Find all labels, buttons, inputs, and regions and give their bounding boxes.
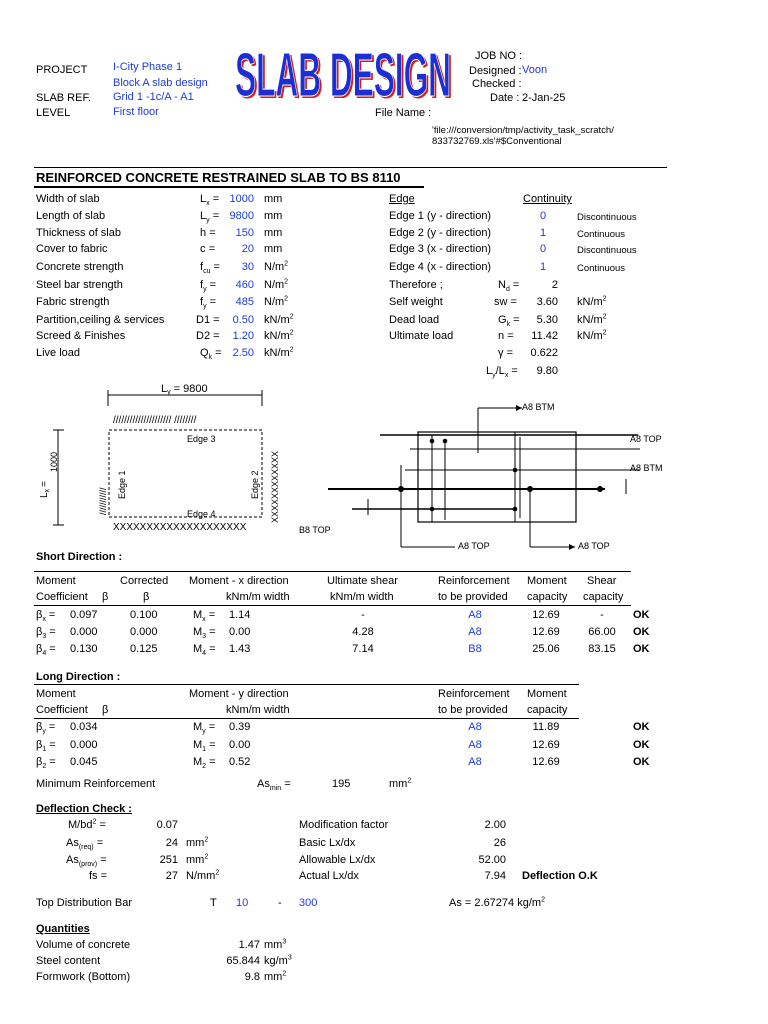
designed-value: Voon — [522, 64, 548, 76]
input-label: Thickness of slab — [36, 227, 121, 239]
hatch-top: ///////////////////// //////// — [113, 415, 197, 426]
input-label: Concrete strength — [36, 261, 124, 273]
short-header: Reinforcement — [438, 575, 510, 587]
moment-value: 1.14 — [229, 609, 251, 621]
short-header: Ultimate shear — [327, 575, 398, 587]
long-header: β — [102, 704, 109, 716]
input-symbol: $f_{cu}$ = — [200, 261, 220, 276]
short-header: Corrected — [120, 575, 169, 587]
svg-text:SLAB DESIGN: SLAB DESIGN — [237, 43, 453, 104]
short-header: Coefficient — [36, 591, 88, 603]
quantity-value: 9.8 — [244, 971, 260, 983]
coef-value: 0.097 — [70, 609, 98, 621]
job-no-label: JOB NO : — [475, 50, 523, 62]
slab-ref-value: Grid 1 -1c/A - A1 — [113, 91, 194, 103]
derived-unit: $kN/m^2$ — [577, 329, 607, 342]
input-symbol: $L_y$ = — [200, 210, 220, 225]
top-dist-dia: 10 — [236, 897, 249, 909]
deflection-value: 27 — [165, 870, 178, 882]
ok-status: OK — [633, 739, 650, 751]
edge-row-name: Edge 1 (y - direction) — [389, 210, 492, 222]
long-header: Reinforcement — [438, 688, 510, 700]
ly-label: Ly = 9800 — [161, 383, 208, 396]
quantity-label: Volume of concrete — [36, 939, 131, 951]
continuity-header: Continuity — [523, 193, 572, 205]
deflection-param-value: 26 — [493, 837, 506, 849]
moment-symbol: $M_3$ = — [193, 626, 216, 641]
coef-value: 0.000 — [70, 626, 98, 638]
date-label: Date : — [490, 92, 520, 104]
level-label: LEVEL — [36, 107, 71, 119]
ok-status: OK — [633, 609, 650, 621]
lx-label: $L_x=$ — [39, 481, 51, 498]
deflection-title: Deflection Check : — [36, 803, 132, 815]
moment-symbol: $M_y$ = — [193, 721, 216, 736]
section-divider — [34, 167, 667, 168]
a8-btm-top-label: A8 BTM — [522, 402, 555, 412]
derived-label: Ultimate load — [389, 330, 454, 342]
slab-design-title — [232, 40, 454, 104]
deflection-label: fs = — [89, 870, 108, 882]
shear-value: 4.28 — [352, 626, 374, 638]
moment-capacity: 12.69 — [532, 609, 560, 621]
top-dist-spacing: 300 — [299, 897, 318, 909]
derived-value: 9.80 — [536, 365, 558, 377]
moment-symbol: $M_2$ = — [193, 756, 216, 771]
input-value: 2.50 — [232, 347, 254, 359]
long-table-header-line — [34, 718, 579, 719]
ok-status: OK — [633, 756, 650, 768]
deflection-label: $M/bd^2$ = — [68, 818, 106, 831]
edge4-label: Edge 4 — [187, 509, 216, 519]
deflection-label: $As_{(req)}$ = — [66, 837, 104, 852]
moment-value: 1.43 — [229, 643, 251, 655]
input-value: 9800 — [229, 210, 254, 222]
hatch-bottom: XXXXXXXXXXXXXXXXXXXX — [113, 522, 247, 533]
quantity-unit: $mm^2$ — [264, 970, 287, 983]
short-header: kNm/m width — [226, 591, 290, 603]
input-value: 1000 — [229, 193, 254, 205]
input-unit: $kN/m^2$ — [264, 346, 294, 359]
svg-text:SLAB DESIGN: SLAB DESIGN — [235, 41, 451, 104]
input-value: 20 — [241, 243, 254, 255]
derived-value: 5.30 — [536, 314, 558, 326]
moment-value: 0.52 — [229, 756, 251, 768]
reinforcement-value: A8 — [468, 739, 482, 751]
coef-symbol: $\beta_4$ = — [36, 643, 56, 658]
input-unit: mm — [264, 227, 283, 239]
deflection-param-value: 52.00 — [478, 854, 506, 866]
moment-capacity: 11.89 — [532, 721, 560, 733]
quantity-value: 65.844 — [226, 955, 260, 967]
short-header: to be provided — [438, 591, 508, 603]
input-symbol: $f_y$ = — [200, 279, 217, 294]
quantities-title: Quantities — [36, 923, 90, 935]
min-reinf-value: 195 — [332, 778, 351, 790]
derived-symbol: $G_k$ = — [498, 314, 520, 329]
short-header: β — [143, 591, 150, 603]
deflection-result: Deflection O.K — [522, 870, 598, 882]
moment-value: 0.00 — [229, 626, 251, 638]
ok-status: OK — [633, 626, 650, 638]
input-unit: mm — [264, 193, 283, 205]
moment-symbol: $M_4$ = — [193, 643, 216, 658]
b8-top-label: B8 TOP — [299, 525, 331, 535]
project-line1: I-City Phase 1 — [113, 61, 183, 73]
short-header: Moment - x direction — [189, 575, 289, 587]
moment-capacity: 12.69 — [532, 756, 560, 768]
reinforcement-value: B8 — [468, 643, 482, 655]
short-header: Shear — [587, 575, 617, 587]
ok-status: OK — [633, 721, 650, 733]
deflection-param-label: Modification factor — [299, 819, 389, 831]
input-symbol: $f_y$ = — [200, 296, 217, 311]
input-label: Fabric strength — [36, 296, 110, 308]
derived-symbol: sw = — [494, 296, 517, 308]
short-header: capacity — [583, 591, 624, 603]
derived-label: Dead load — [389, 314, 440, 326]
input-label: Width of slab — [36, 193, 100, 205]
derived-symbol: $L_y/L_x$ = — [486, 365, 518, 380]
input-label: Length of slab — [36, 210, 106, 222]
corrected-coef: 0.125 — [130, 643, 158, 655]
slab-ref-label: SLAB REF. — [36, 92, 92, 104]
designed-label: Designed : — [469, 65, 522, 77]
coef-value: 0.034 — [70, 721, 98, 733]
short-header: β — [102, 591, 109, 603]
input-label: Partition,ceiling & services — [36, 314, 165, 326]
moment-value: 0.00 — [229, 739, 251, 751]
project-label: PROJECT — [36, 64, 88, 76]
edge-row-name: Edge 4 (x - direction) — [389, 261, 492, 273]
input-label: Live load — [36, 347, 81, 359]
input-symbol: D2 = — [196, 330, 220, 342]
edge-row-desc: Continuous — [577, 263, 626, 274]
input-value: 1.20 — [232, 330, 254, 342]
long-header: kNm/m width — [226, 704, 290, 716]
moment-capacity: 12.69 — [532, 739, 560, 751]
top-dist-t: T — [210, 897, 217, 909]
input-value: 0.50 — [232, 314, 254, 326]
long-table-top-line — [34, 684, 579, 685]
short-direction-title: Short Direction : — [36, 551, 123, 563]
checked-label: Checked : — [472, 78, 522, 90]
derived-unit: $kN/m^2$ — [577, 295, 607, 308]
section-title-underline — [34, 186, 424, 188]
deflection-value: 24 — [165, 837, 178, 849]
level-value: First floor — [113, 106, 159, 118]
coef-symbol: $\beta_3$ = — [36, 626, 56, 641]
top-dist-label: Top Distribution Bar — [36, 897, 132, 909]
project-line2: Block A slab design — [113, 77, 208, 89]
derived-label: Self weight — [389, 296, 443, 308]
reinforcement-value: A8 — [468, 756, 482, 768]
edge-row-value: 1 — [539, 227, 547, 239]
edge-header: Edge — [389, 193, 415, 205]
input-label: Screed & Finishes — [36, 330, 126, 342]
edge-row-name: Edge 3 (x - direction) — [389, 243, 492, 255]
min-reinf-label: Minimum Reinforcement — [36, 778, 156, 790]
derived-value: 0.622 — [530, 347, 558, 359]
file-name-label: File Name : — [375, 107, 432, 119]
long-header: Moment — [36, 688, 76, 700]
derived-value: 2 — [551, 279, 558, 291]
deflection-param-label: Actual Lx/dx — [299, 870, 359, 882]
quantity-unit: $mm^3$ — [264, 938, 287, 951]
input-value: 30 — [241, 261, 254, 273]
slab-diagram — [0, 375, 768, 555]
deflection-label: $As_{(prov)}$ = — [66, 854, 107, 869]
coef-symbol: $\beta_x$ = — [36, 609, 56, 624]
edge2-label: Edge 2 — [250, 470, 260, 499]
long-direction-title: Long Direction : — [36, 671, 121, 683]
input-label: Steel bar strength — [36, 279, 123, 291]
short-header: Moment — [527, 575, 567, 587]
deflection-value: 251 — [159, 854, 178, 866]
quantity-label: Steel content — [36, 955, 101, 967]
coef-value: 0.000 — [70, 739, 98, 751]
shear-value: 7.14 — [352, 643, 374, 655]
a8-top-bottom-label-1: A8 TOP — [458, 541, 490, 551]
deflection-param-value: 2.00 — [484, 819, 506, 831]
ok-status: OK — [633, 643, 650, 655]
shear-capacity: 83.15 — [588, 643, 616, 655]
edge-row-desc: Discontinuous — [577, 245, 637, 256]
derived-symbol: $N_d$ = — [498, 279, 520, 294]
input-unit: $N/m^2$ — [264, 260, 289, 273]
edge-row-name: Edge 2 (y - direction) — [389, 227, 492, 239]
input-label: Cover to fabric — [36, 243, 108, 255]
input-symbol: D1 = — [196, 314, 220, 326]
date-value: 2-Jan-25 — [522, 92, 566, 104]
file-path-line2: 833732769.xls'#$Conventional — [432, 136, 562, 147]
a8-top-right-label: A8 TOP — [630, 434, 662, 444]
reinforcement-value: A8 — [468, 609, 482, 621]
derived-symbol: γ = — [498, 347, 513, 359]
reinforcement-value: A8 — [468, 721, 482, 733]
a8-top-bottom-label-2: A8 TOP — [578, 541, 610, 551]
input-unit: $N/m^2$ — [264, 295, 289, 308]
moment-symbol: $M_x$ = — [193, 609, 216, 624]
deflection-value: 0.07 — [156, 819, 178, 831]
file-path-line1: 'file:///conversion/tmp/activity_task_scratch/ — [432, 125, 614, 136]
edge-row-value: 0 — [539, 243, 547, 255]
short-table-top-line — [34, 571, 631, 572]
derived-label: Therefore ; — [389, 279, 443, 291]
min-reinf-symbol: $As_{min}$ = — [257, 778, 291, 793]
derived-value: 3.60 — [536, 296, 558, 308]
input-symbol: $L_x$ = — [200, 193, 220, 208]
moment-value: 0.39 — [229, 721, 251, 733]
edge1-label: Edge 1 — [117, 470, 127, 499]
deflection-unit: $mm^2$ — [186, 836, 209, 849]
hatch-right: XXXXXXXXXXXX — [270, 450, 280, 523]
shear-capacity: 66.00 — [588, 626, 616, 638]
quantity-label: Formwork (Bottom) — [36, 971, 131, 983]
short-table-header-line — [34, 605, 631, 606]
input-unit: $N/m^2$ — [264, 278, 289, 291]
edge-row-value: 1 — [539, 261, 547, 273]
derived-symbol: n = — [498, 330, 514, 342]
input-unit: $kN/m^2$ — [264, 313, 294, 326]
long-header: Coefficient — [36, 704, 88, 716]
quantity-unit: $kg/m^3$ — [264, 954, 292, 967]
moment-capacity: 12.69 — [532, 626, 560, 638]
shear-capacity: - — [600, 609, 604, 621]
coef-symbol: $\beta_y$ = — [36, 721, 56, 736]
edge-row-desc: Continuous — [577, 229, 626, 240]
input-value: 460 — [235, 279, 254, 291]
top-dist-dash: - — [278, 897, 282, 909]
long-header: Moment — [527, 688, 567, 700]
deflection-param-value: 7.94 — [484, 870, 506, 882]
input-unit: mm — [264, 243, 283, 255]
input-unit: $kN/m^2$ — [264, 329, 294, 342]
quantity-value: 1.47 — [238, 939, 260, 951]
section-title: REINFORCED CONCRETE RESTRAINED SLAB TO BS 8110 — [36, 170, 401, 185]
coef-symbol: $\beta_2$ = — [36, 756, 56, 771]
long-header: Moment - y direction — [189, 688, 289, 700]
moment-capacity: 25.06 — [532, 643, 560, 655]
coef-symbol: $\beta_1$ = — [36, 739, 56, 754]
deflection-param-label: Basic Lx/dx — [299, 837, 356, 849]
input-symbol: h = — [200, 227, 216, 239]
deflection-unit: $mm^2$ — [186, 853, 209, 866]
input-unit: mm — [264, 210, 283, 222]
min-reinf-unit: $mm^2$ — [389, 777, 412, 790]
short-header: Moment — [36, 575, 76, 587]
derived-unit: $kN/m^2$ — [577, 313, 607, 326]
corrected-coef: 0.000 — [130, 626, 158, 638]
long-header: capacity — [527, 704, 568, 716]
input-symbol: c = — [200, 243, 215, 255]
hatch-left: /////////// — [98, 487, 108, 515]
corrected-coef: 0.100 — [130, 609, 158, 621]
top-dist-as: As = 2.67274 $kg/m^2$ — [449, 896, 545, 909]
edge-row-value: 0 — [539, 210, 547, 222]
deflection-param-label: Allowable Lx/dx — [299, 854, 376, 866]
short-header: capacity — [527, 591, 568, 603]
deflection-unit: $N/mm^2$ — [186, 869, 220, 882]
edge3-label: Edge 3 — [187, 434, 216, 444]
short-header: kNm/m width — [330, 591, 394, 603]
reinforcement-value: A8 — [468, 626, 482, 638]
long-header: to be provided — [438, 704, 508, 716]
input-symbol: $Q_k$ = — [200, 347, 222, 362]
input-value: 150 — [235, 227, 254, 239]
lx-value: 1000 — [49, 451, 59, 472]
input-value: 485 — [235, 296, 254, 308]
derived-value: 11.42 — [531, 330, 558, 342]
coef-value: 0.130 — [70, 643, 98, 655]
shear-value: - — [361, 609, 365, 621]
moment-symbol: $M_1$ = — [193, 739, 216, 754]
coef-value: 0.045 — [70, 756, 98, 768]
a8-btm-right-label: A8 BTM — [630, 463, 663, 473]
edge-row-desc: Discontinuous — [577, 212, 637, 223]
